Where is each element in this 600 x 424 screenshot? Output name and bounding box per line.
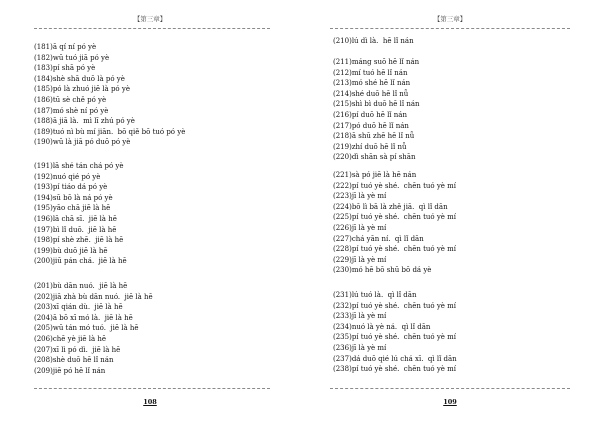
top-divider (34, 28, 270, 29)
verse-line: (224)bō lì bā là zhě jiā. qì lǐ dān (333, 202, 448, 211)
verse-line: (218)ā shū zhē hē lǐ nǚ (333, 132, 415, 141)
verse-line: (205)wū tán mó tuó. jiē là hē (34, 324, 139, 333)
verse-line: (195)yāo chā jiē là hē (34, 204, 111, 213)
verse-line: (196)lā chā sī. jiē là hē (34, 215, 117, 223)
verse-line: (186)tū sè chě pó yè (34, 96, 107, 104)
verse-line: (204)ā bō xī mó là. jiē là hē (34, 313, 133, 322)
chapter-header: 【第三章】 (433, 15, 467, 23)
verse-line: (208)shè duō hē lǐ nán (34, 356, 114, 365)
verse-line: (213)mó shé hē lǐ nán (333, 79, 411, 88)
page-number: 108 (143, 398, 157, 406)
verse-line: (183)pí shā pó yè (34, 64, 96, 73)
verse-line: (232)pí tuó yè shé. chēn tuó yè mí (333, 301, 457, 310)
verse-line: (190)wū là jiā pó duō pó yè (34, 138, 131, 147)
verse-line: (227)chá yān ní. qì lǐ dān (333, 234, 424, 243)
verse-line: (220)dì shān sà pí shān (333, 153, 416, 162)
verse-line: (212)mí tuó hē lǐ nán (333, 68, 408, 77)
verse-line: (228)pí tuó yè shé. chēn tuó yè mí (333, 245, 457, 254)
verse-line: (210)lú dì là. hē lǐ nán (333, 37, 414, 45)
verse-line: (203)xī qián dù. jiē là hē (34, 303, 123, 312)
verse-line: (192)nuó qié pó yè (34, 172, 101, 181)
verse-line: (201)bù dān nuó. jiē là hē (34, 282, 128, 290)
verse-line: (236)jī là yè mí (333, 344, 387, 352)
verse-line: (188)ā jiā là. mì lī zhú pó yè (34, 117, 135, 126)
verse-line: (193)pí tiáo dá pó yè (34, 183, 108, 192)
verse-line: (206)chē yè jiē là hē (34, 335, 107, 343)
verse-line: (230)mó hē bō shū bō dá yè (333, 266, 432, 275)
verse-line: (184)shè shā duō là pó yè (34, 74, 125, 83)
verse-line: (234)nuó là yè ná. qì lǐ dān (333, 322, 431, 331)
verse-line: (198)pí shè zhē. jiē là hē (34, 236, 124, 245)
verse-line: (181)ā qí ní pó yè (34, 43, 97, 51)
verse-line: (235)pí tuó yè shé. chēn tuó yè mí (333, 333, 457, 342)
verse-line: (233)jī là yè mí (333, 312, 387, 321)
verse-line: (222)pí tuó yè shé. chēn tuó yè mí (333, 181, 457, 190)
verse-line: (215)shì bì duō hē lǐ nán (333, 100, 420, 109)
verse-line: (221)sà pó jiē là hē nán (333, 171, 417, 179)
verse-line: (223)jī là yè mí (333, 192, 387, 201)
verse-line: (229)jī là yè mí (333, 255, 387, 264)
verse-line: (197)bì lǐ duō. jiē là hē (34, 225, 117, 234)
verse-line: (211)máng suō hē lǐ nán (333, 58, 420, 66)
verse-line: (225)pí tuó yè shé. chēn tuó yè mí (333, 213, 457, 222)
verse-line: (199)bù duō jiē là hē (34, 246, 108, 255)
verse-line: (219)zhí duō hē lǐ nǚ (333, 142, 407, 151)
verse-line: (185)pó là zhuó jiē là pó yè (34, 85, 130, 94)
verse-line: (226)jī là yè mí (333, 224, 387, 232)
verse-line: (189)tuó nì bù mí jiān. bō qiě bō tuó pó yè (34, 127, 186, 136)
verse-line: (191)lā shé tán chá pó yè (34, 162, 124, 170)
verse-line: (217)pó duō hē lǐ nán (333, 121, 409, 130)
verse-line: (238)pí tuó yè shé. chēn tuó yè mí (333, 365, 457, 374)
chapter-header: 【第三章】 (133, 15, 167, 23)
verse-line: (209)jiē pó hē lǐ nán (34, 366, 106, 375)
bottom-divider (330, 388, 570, 389)
page-number: 109 (443, 398, 457, 406)
right-page (300, 0, 600, 424)
top-divider (330, 28, 570, 29)
verse-line: (194)sū bō là ná pó yè (34, 193, 113, 202)
verse-line: (207)xī lì pó dì. jiē là hē (34, 345, 121, 354)
verse-line: (182)wū tuó jiā pó yè (34, 53, 110, 62)
verse-line: (214)shé duō hē lǐ nǚ (333, 89, 409, 98)
verse-line: (187)mó shè ní pó yè (34, 106, 109, 115)
verse-line: (202)jiā zhà bù dān nuó. jiē là hē (34, 292, 153, 301)
verse-line: (237)dá duō qié lú chá xī. qì lǐ dān (333, 354, 457, 363)
bottom-divider (34, 388, 270, 389)
verse-line: (200)jiū pán chá. jiē là hē (34, 257, 127, 266)
verse-line: (216)pí duō hē lǐ nán (333, 111, 407, 119)
verse-line: (231)lú tuó là. qì lǐ dān (333, 291, 417, 299)
